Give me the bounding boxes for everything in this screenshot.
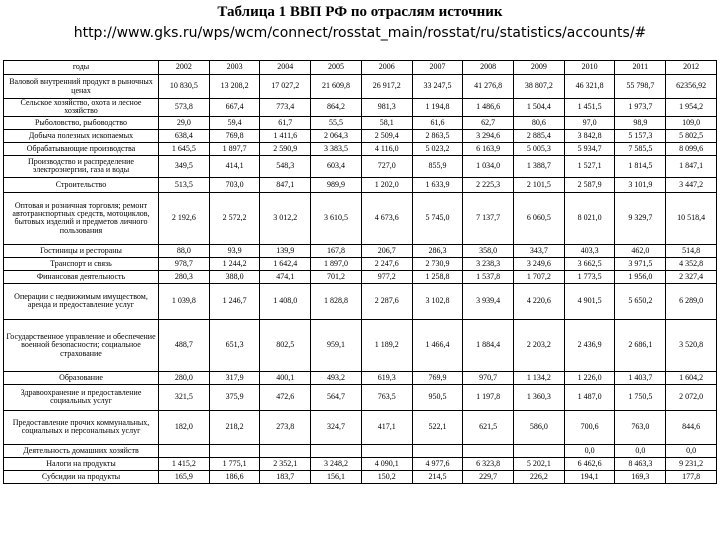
table-cell: 4 673,6 — [361, 192, 412, 244]
table-cell: 514,8 — [666, 244, 717, 257]
table-cell: 1 244,2 — [209, 257, 260, 270]
table-cell: 1 134,2 — [514, 371, 565, 384]
row-label: Деятельность домашних хозяйств — [4, 444, 159, 457]
table-cell: 226,2 — [514, 470, 565, 483]
table-cell: 324,7 — [311, 410, 362, 444]
table-cell — [260, 444, 311, 457]
table-cell — [311, 444, 362, 457]
row-label: Образование — [4, 371, 159, 384]
table-cell: 4 352,8 — [666, 257, 717, 270]
table-cell: 80,6 — [514, 116, 565, 129]
table-cell: 1 388,7 — [514, 155, 565, 177]
table-cell: 703,0 — [209, 177, 260, 192]
table-row — [4, 384, 717, 410]
row-label: Добыча полезных ископаемых — [4, 129, 159, 142]
table-cell: 167,8 — [311, 244, 362, 257]
table-cell: 3 249,6 — [514, 257, 565, 270]
source-url: http://www.gks.ru/wps/wcm/connect/rosstat_main/rosstat/ru/statistics/accounts/# — [73, 25, 647, 41]
table-cell: 286,3 — [412, 244, 463, 257]
table-cell: 2 863,5 — [412, 129, 463, 142]
year-header: 2007 — [412, 61, 463, 75]
row-label: Налоги на продукты — [4, 457, 159, 470]
table-cell: 280,0 — [159, 371, 210, 384]
year-header: 2003 — [209, 61, 260, 75]
table-cell: 1 246,7 — [209, 283, 260, 319]
table-cell: 93,9 — [209, 244, 260, 257]
table-cell: 229,7 — [463, 470, 514, 483]
table-cell: 1 814,5 — [615, 155, 666, 177]
table-cell: 218,2 — [209, 410, 260, 444]
table-cell: 1 527,1 — [564, 155, 615, 177]
table-cell: 7 585,5 — [615, 142, 666, 155]
table-cell: 375,9 — [209, 384, 260, 410]
table-cell: 156,1 — [311, 470, 362, 483]
table-row — [4, 371, 717, 384]
table-cell: 773,4 — [260, 99, 311, 117]
table-cell: 847,1 — [260, 177, 311, 192]
table-cell: 2 587,9 — [564, 177, 615, 192]
table-cell: 98,9 — [615, 116, 666, 129]
table-cell: 1 039,8 — [159, 283, 210, 319]
row-label: Гостиницы и рестораны — [4, 244, 159, 257]
table-row — [4, 155, 717, 177]
table-cell: 5 005,3 — [514, 142, 565, 155]
table-cell: 1 775,1 — [209, 457, 260, 470]
header-row — [4, 61, 717, 75]
table-cell: 1 897,7 — [209, 142, 260, 155]
table-cell: 619,3 — [361, 371, 412, 384]
table-cell: 2 885,4 — [514, 129, 565, 142]
table-row — [4, 244, 717, 257]
row-label: Предоставление прочих коммунальных, социальных и персональных услуг — [4, 410, 159, 444]
table-cell: 62,7 — [463, 116, 514, 129]
table-cell: 4 977,6 — [412, 457, 463, 470]
table-cell: 513,5 — [159, 177, 210, 192]
table-cell: 6 323,8 — [463, 457, 514, 470]
table-cell: 3 939,4 — [463, 283, 514, 319]
year-header: 2005 — [311, 61, 362, 75]
table-cell: 603,4 — [311, 155, 362, 177]
table-cell: 855,9 — [412, 155, 463, 177]
table-cell: 844,6 — [666, 410, 717, 444]
table-cell: 474,1 — [260, 270, 311, 283]
row-label: Обрабатывающие производства — [4, 142, 159, 155]
table-cell: 3 102,8 — [412, 283, 463, 319]
table-cell — [209, 444, 260, 457]
table-cell: 17 027,2 — [260, 75, 311, 99]
table-cell: 1 202,0 — [361, 177, 412, 192]
table-row — [4, 270, 717, 283]
table-cell: 989,9 — [311, 177, 362, 192]
table-cell: 1 642,4 — [260, 257, 311, 270]
table-cell: 3 383,5 — [311, 142, 362, 155]
table-cell: 58,1 — [361, 116, 412, 129]
table-cell: 2 203,2 — [514, 319, 565, 371]
table-cell: 38 807,2 — [514, 75, 565, 99]
table-cell: 2 101,5 — [514, 177, 565, 192]
table-cell: 8 463,3 — [615, 457, 666, 470]
table-cell: 33 247,5 — [412, 75, 463, 99]
table-cell: 1 884,4 — [463, 319, 514, 371]
table-cell — [159, 444, 210, 457]
table-cell: 5 202,1 — [514, 457, 565, 470]
table-cell: 13 208,2 — [209, 75, 260, 99]
table-cell: 400,1 — [260, 371, 311, 384]
table-cell: 5 934,7 — [564, 142, 615, 155]
table-cell — [514, 444, 565, 457]
table-cell: 462,0 — [615, 244, 666, 257]
year-header: 2012 — [666, 61, 717, 75]
table-cell: 1 504,4 — [514, 99, 565, 117]
table-row — [4, 319, 717, 371]
table-cell: 1 034,0 — [463, 155, 514, 177]
table-cell: 169,3 — [615, 470, 666, 483]
table-cell: 950,5 — [412, 384, 463, 410]
table-cell: 2 064,3 — [311, 129, 362, 142]
table-cell: 2 247,6 — [361, 257, 412, 270]
table-cell: 1 537,8 — [463, 270, 514, 283]
table-cell: 1 226,0 — [564, 371, 615, 384]
table-cell: 1 954,2 — [666, 99, 717, 117]
table-cell: 769,8 — [209, 129, 260, 142]
table-cell: 2 572,2 — [209, 192, 260, 244]
row-label: Транспорт и связь — [4, 257, 159, 270]
table-cell: 548,3 — [260, 155, 311, 177]
table-cell: 206,7 — [361, 244, 412, 257]
header-label: годы — [4, 61, 159, 75]
table-cell: 403,3 — [564, 244, 615, 257]
year-header: 2004 — [260, 61, 311, 75]
table-cell: 981,3 — [361, 99, 412, 117]
table-row — [4, 99, 717, 117]
table-cell: 177,8 — [666, 470, 717, 483]
table-cell: 2 436,9 — [564, 319, 615, 371]
table-cell: 700,6 — [564, 410, 615, 444]
year-header: 2008 — [463, 61, 514, 75]
table-cell: 61,6 — [412, 116, 463, 129]
table-cell: 1 415,2 — [159, 457, 210, 470]
table-cell: 3 248,2 — [311, 457, 362, 470]
table-cell: 273,8 — [260, 410, 311, 444]
table-cell: 2 192,6 — [159, 192, 210, 244]
table-row — [4, 444, 717, 457]
table-cell — [361, 444, 412, 457]
table-cell: 651,3 — [209, 319, 260, 371]
table-cell: 1 408,0 — [260, 283, 311, 319]
year-header: 2002 — [159, 61, 210, 75]
table-cell: 97,0 — [564, 116, 615, 129]
row-label: Финансовая деятельность — [4, 270, 159, 283]
table-row — [4, 129, 717, 142]
table-cell: 186,6 — [209, 470, 260, 483]
table-cell: 59,4 — [209, 116, 260, 129]
table-cell: 727,0 — [361, 155, 412, 177]
table-cell: 280,3 — [159, 270, 210, 283]
table-cell: 5 157,3 — [615, 129, 666, 142]
table-cell: 1 194,8 — [412, 99, 463, 117]
table-cell — [412, 444, 463, 457]
table-cell: 0,0 — [615, 444, 666, 457]
table-cell: 802,5 — [260, 319, 311, 371]
table-cell: 1 956,0 — [615, 270, 666, 283]
table-cell: 417,1 — [361, 410, 412, 444]
table-cell: 194,1 — [564, 470, 615, 483]
table-cell: 1 707,2 — [514, 270, 565, 283]
table-row — [4, 257, 717, 270]
table-cell: 182,0 — [159, 410, 210, 444]
table-cell: 2 686,1 — [615, 319, 666, 371]
table-cell: 1 451,5 — [564, 99, 615, 117]
row-label: Рыболовство, рыбоводство — [4, 116, 159, 129]
table-cell: 1 189,2 — [361, 319, 412, 371]
table-cell: 1 633,9 — [412, 177, 463, 192]
table-cell: 349,5 — [159, 155, 210, 177]
table-row — [4, 410, 717, 444]
table-cell: 183,7 — [260, 470, 311, 483]
table-cell: 667,4 — [209, 99, 260, 117]
table-cell: 3 520,8 — [666, 319, 717, 371]
table-row — [4, 192, 717, 244]
table-cell: 0,0 — [666, 444, 717, 457]
table-cell: 621,5 — [463, 410, 514, 444]
table-cell: 10 830,5 — [159, 75, 210, 99]
table-cell: 1 828,8 — [311, 283, 362, 319]
table-cell: 1 897,0 — [311, 257, 362, 270]
table-cell: 1 750,5 — [615, 384, 666, 410]
row-label: Строительство — [4, 177, 159, 192]
table-cell: 414,1 — [209, 155, 260, 177]
row-label: Субсидии на продукты — [4, 470, 159, 483]
table-cell: 3 662,5 — [564, 257, 615, 270]
table-cell: 864,2 — [311, 99, 362, 117]
table-cell: 6 163,9 — [463, 142, 514, 155]
table-row — [4, 283, 717, 319]
table-cell: 2 590,9 — [260, 142, 311, 155]
table-cell: 586,0 — [514, 410, 565, 444]
table-cell: 493,2 — [311, 371, 362, 384]
table-cell: 2 352,1 — [260, 457, 311, 470]
table-cell: 1 604,2 — [666, 371, 717, 384]
table-cell: 3 842,8 — [564, 129, 615, 142]
table-cell: 4 116,0 — [361, 142, 412, 155]
table-cell: 1 973,7 — [615, 99, 666, 117]
table-cell: 522,1 — [412, 410, 463, 444]
table-cell: 2 509,4 — [361, 129, 412, 142]
table-cell: 488,7 — [159, 319, 210, 371]
gdp-by-sector-table — [3, 60, 717, 484]
row-label: Здравоохранение и предоставление социальных услуг — [4, 384, 159, 410]
table-cell: 1 487,0 — [564, 384, 615, 410]
table-cell: 343,7 — [514, 244, 565, 257]
table-cell: 88,0 — [159, 244, 210, 257]
table-cell: 638,4 — [159, 129, 210, 142]
table-cell: 214,5 — [412, 470, 463, 483]
table-cell: 3 610,5 — [311, 192, 362, 244]
table-cell: 317,9 — [209, 371, 260, 384]
table-cell: 8 021,0 — [564, 192, 615, 244]
table-cell: 3 238,3 — [463, 257, 514, 270]
year-header: 2009 — [514, 61, 565, 75]
table-cell: 139,9 — [260, 244, 311, 257]
table-row — [4, 75, 717, 99]
table-cell: 978,7 — [159, 257, 210, 270]
table-cell: 7 137,7 — [463, 192, 514, 244]
table-cell: 2 225,3 — [463, 177, 514, 192]
page-title: Таблица 1 ВВП РФ по отраслям источник — [217, 4, 503, 20]
table-cell: 109,0 — [666, 116, 717, 129]
table-cell: 970,7 — [463, 371, 514, 384]
table-cell: 6 060,5 — [514, 192, 565, 244]
table-cell: 388,0 — [209, 270, 260, 283]
table-cell: 55 798,7 — [615, 75, 666, 99]
year-header: 2011 — [615, 61, 666, 75]
table-cell: 8 099,6 — [666, 142, 717, 155]
table-cell: 1 258,8 — [412, 270, 463, 283]
table-cell: 573,8 — [159, 99, 210, 117]
table-cell: 564,7 — [311, 384, 362, 410]
table-cell: 3 447,2 — [666, 177, 717, 192]
table-cell: 21 609,8 — [311, 75, 362, 99]
table-cell: 4 220,6 — [514, 283, 565, 319]
table-row — [4, 142, 717, 155]
table-cell: 150,2 — [361, 470, 412, 483]
table-cell: 5 650,2 — [615, 283, 666, 319]
table-cell: 1 466,4 — [412, 319, 463, 371]
table-row — [4, 457, 717, 470]
year-header: 2006 — [361, 61, 412, 75]
table-cell: 6 289,0 — [666, 283, 717, 319]
table-cell: 2 072,0 — [666, 384, 717, 410]
row-label: Государственное управление и обеспечение военной безопасности; социальное страхование — [4, 319, 159, 371]
table-row — [4, 177, 717, 192]
table-cell: 3 971,5 — [615, 257, 666, 270]
table-row — [4, 116, 717, 129]
table-cell: 763,0 — [615, 410, 666, 444]
table-cell: 1 360,3 — [514, 384, 565, 410]
table-cell: 769,9 — [412, 371, 463, 384]
table-cell: 977,2 — [361, 270, 412, 283]
row-label: Производство и распределение электроэнергии, газа и воды — [4, 155, 159, 177]
table-row — [4, 470, 717, 483]
table-cell: 1 486,6 — [463, 99, 514, 117]
table-cell: 6 462,6 — [564, 457, 615, 470]
table-cell: 2 287,6 — [361, 283, 412, 319]
row-label: Оптовая и розничная торговля; ремонт автотранспортных средств, мотоциклов, бытовых изделий и предметов личного пользования — [4, 192, 159, 244]
table-cell: 55,5 — [311, 116, 362, 129]
table-cell: 62356,92 — [666, 75, 717, 99]
table-cell: 701,2 — [311, 270, 362, 283]
row-label: Сельское хозяйство, охота и лесное хозяйство — [4, 99, 159, 117]
table-cell: 3 101,9 — [615, 177, 666, 192]
table-cell: 1 773,5 — [564, 270, 615, 283]
table-cell — [463, 444, 514, 457]
table-cell: 3 294,6 — [463, 129, 514, 142]
table-cell: 9 231,2 — [666, 457, 717, 470]
table-cell: 1 411,6 — [260, 129, 311, 142]
table-cell: 4 090,1 — [361, 457, 412, 470]
table-cell: 321,5 — [159, 384, 210, 410]
year-header: 2010 — [564, 61, 615, 75]
table-cell: 0,0 — [564, 444, 615, 457]
table-cell: 358,0 — [463, 244, 514, 257]
table-cell: 165,9 — [159, 470, 210, 483]
table-cell: 2 327,4 — [666, 270, 717, 283]
table-cell: 9 329,7 — [615, 192, 666, 244]
table-cell: 41 276,8 — [463, 75, 514, 99]
table-cell: 959,1 — [311, 319, 362, 371]
table-cell: 46 321,8 — [564, 75, 615, 99]
table-cell: 5 745,0 — [412, 192, 463, 244]
table-cell: 61,7 — [260, 116, 311, 129]
table-cell: 472,6 — [260, 384, 311, 410]
table-cell: 1 403,7 — [615, 371, 666, 384]
table-cell: 1 645,5 — [159, 142, 210, 155]
table-cell: 1 847,1 — [666, 155, 717, 177]
table-cell: 10 518,4 — [666, 192, 717, 244]
table-cell: 1 197,8 — [463, 384, 514, 410]
table-cell: 5 802,5 — [666, 129, 717, 142]
table-cell: 5 023,2 — [412, 142, 463, 155]
table-cell: 2 730,9 — [412, 257, 463, 270]
table-cell: 3 012,2 — [260, 192, 311, 244]
table-cell: 763,5 — [361, 384, 412, 410]
row-label: Валовой внутренний продукт в рыночных ценах — [4, 75, 159, 99]
table-cell: 26 917,2 — [361, 75, 412, 99]
table-cell: 29,0 — [159, 116, 210, 129]
row-label: Операции с недвижимым имуществом, аренда и предоставление услуг — [4, 283, 159, 319]
table-cell: 4 901,5 — [564, 283, 615, 319]
